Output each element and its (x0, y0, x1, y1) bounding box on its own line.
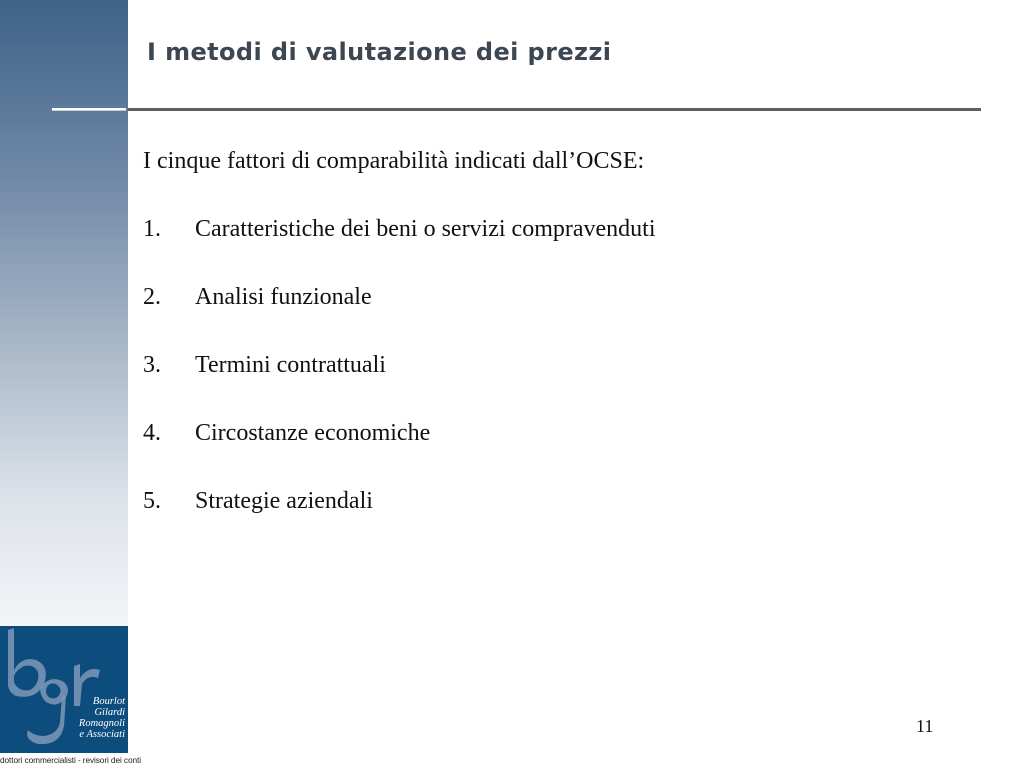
list-item-text: Termini contrattuali (195, 352, 386, 378)
list-item-number: 5. (143, 488, 161, 514)
intro-text: I cinque fattori di comparabilità indicati dall’OCSE: (143, 148, 645, 174)
slide-title: I metodi di valutazione dei prezzi (147, 38, 612, 66)
logo-name-line: Gilardi (94, 707, 125, 718)
list-item-text: Circostanze economiche (195, 420, 431, 446)
list-item-number: 4. (143, 420, 161, 446)
company-logo (0, 626, 128, 753)
list-item (143, 212, 963, 246)
logo-name-line: e Associati (79, 729, 125, 740)
page-number: 11 (916, 716, 934, 736)
list-item-number: 2. (143, 284, 161, 310)
list-item-number: 1. (143, 216, 161, 242)
list-item (143, 416, 963, 450)
list-item-text: Strategie aziendali (195, 488, 373, 514)
slide-body (143, 144, 963, 552)
list-item-text: Caratteristiche dei beni o servizi compravenduti (195, 216, 656, 242)
logo-name-line: Bourlot (92, 696, 125, 707)
factor-list (143, 212, 963, 518)
title-rule-left (52, 108, 126, 110)
logo-tagline: dottori commercialisti - revisori dei conti (0, 755, 141, 765)
logo-partner-names (79, 696, 125, 740)
list-item-number: 3. (143, 352, 161, 378)
side-gradient-band (0, 0, 128, 626)
logo-name-line: Romagnoli (78, 718, 125, 729)
list-item (143, 348, 963, 382)
title-rule (128, 108, 981, 111)
list-item-text: Analisi funzionale (195, 284, 372, 310)
list-item (143, 280, 963, 314)
list-item (143, 484, 963, 518)
